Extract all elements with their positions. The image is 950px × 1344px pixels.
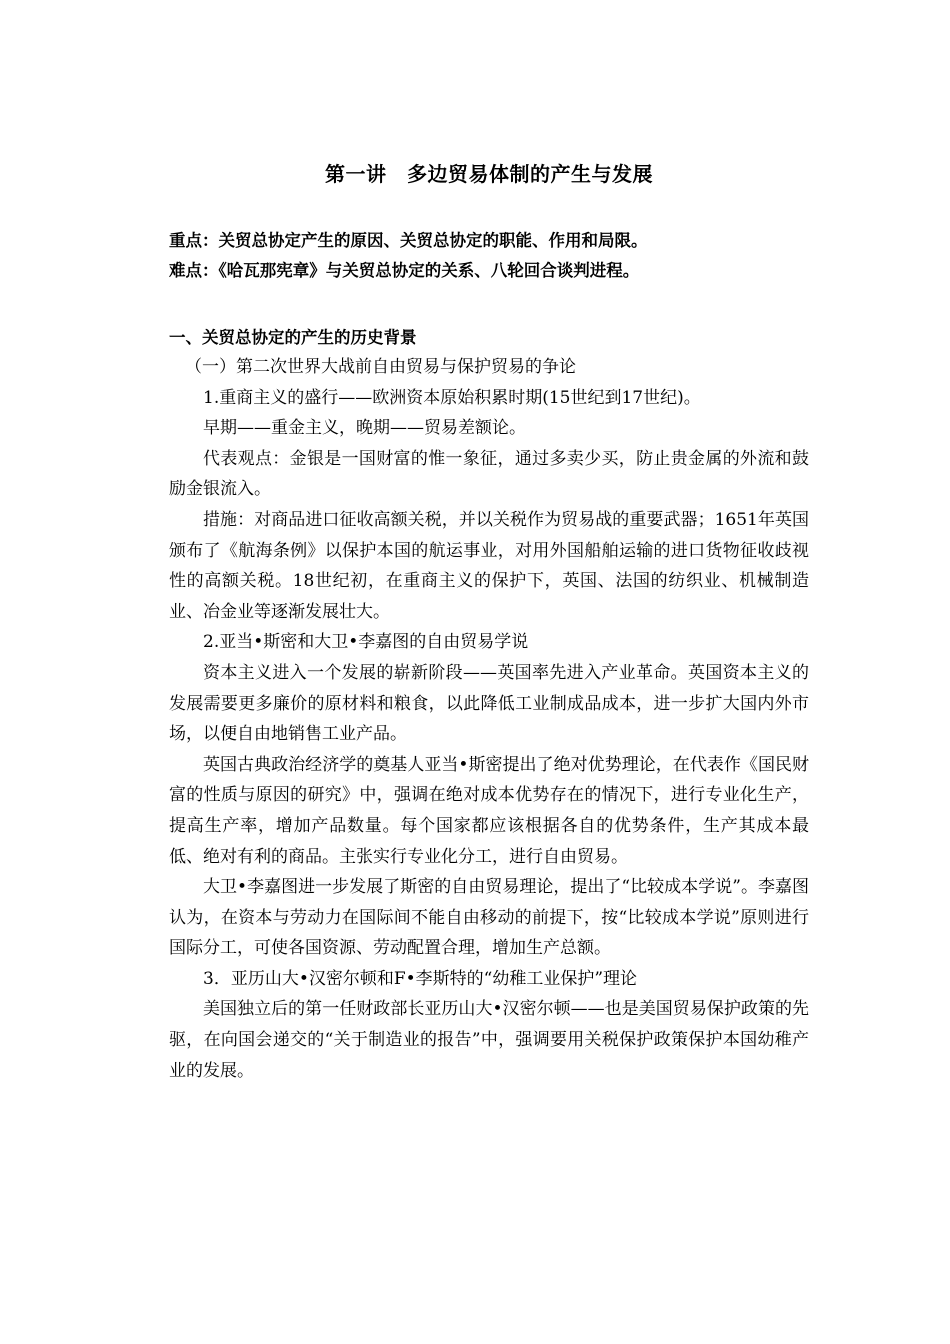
paragraph-measures: 措施：对商品进口征收高额关税，并以关税作为贸易战的重要武器；1651年英国颁布了《航海条例》以保护本国的航运事业，对用外国船舶运输的进口货物征收歧视性的高额关税。18世纪初，在重商主义的保护下，英国、法国的纺织业、机械制造业、冶金业等逐渐发展壮大。 [169, 509, 809, 622]
page-title: 第一讲 多边贸易体制的产生与发展 [325, 162, 653, 186]
document-page [169, 160, 809, 1086]
paragraph-hamilton: 美国独立后的第一任财政部长亚历山大•汉密尔顿——也是美国贸易保护政策的先驱，在向国会递交的“关于制造业的报告”中，强调要用关税保护政策保护本国幼稚产业的发展。 [169, 999, 809, 1081]
difficulty-points: 难点：《哈瓦那宪章》与关贸总协定的关系、八轮回合谈判进程。 [169, 261, 640, 280]
paragraph-mercantilism: 1.重商主义的盛行——欧洲资本原始积累时期(15世纪到17世纪)。 [203, 387, 701, 408]
section-heading: 一、关贸总协定的产生的历史背景 [169, 328, 417, 347]
paragraph-ricardo: 大卫•李嘉图进一步发展了斯密的自由贸易理论，提出了“比较成本学说”。李嘉图认为，在资本与劳动力在国际间不能自由移动的前提下，按“比较成本学说”原则进行国际分工，可使各国资源、劳动配置合理，增加生产总额。 [169, 877, 809, 959]
paragraph-viewpoint: 代表观点：金银是一国财富的惟一象征，通过多卖少买，防止贵金属的外流和鼓励金银流入。 [169, 448, 809, 500]
paragraph-smith: 英国古典政治经济学的奠基人亚当•斯密提出了绝对优势理论，在代表作《国民财富的性质与原因的研究》中，强调在绝对成本优势存在的情况下，进行专业化生产，提高生产率，增加产品数量。每个国家都应该根据各自的优势条件，生产其成本最低、绝对有利的商品。主张实行专业化分工，进行自由贸易。 [169, 754, 809, 867]
section-subheading: （一）第二次世界大战前自由贸易与保护贸易的争论 [185, 357, 576, 377]
paragraph-heading-smith-ricardo: 2.亚当•斯密和大卫•李嘉图的自由贸易学说 [203, 632, 529, 653]
paragraph-heading-hamilton-list: 3．亚历山大•汉密尔顿和F•李斯特的“幼稚工业保护”理论 [203, 968, 638, 989]
paragraph-early-late: 早期——重金主义，晚期——贸易差额论。 [203, 418, 526, 439]
focus-points: 重点：关贸总协定产生的原因、关贸总协定的职能、作用和局限。 [169, 231, 648, 250]
paragraph-industrial-revolution: 资本主义进入一个发展的崭新阶段——英国率先进入产业革命。英国资本主义的发展需要更多廉价的原材料和粮食，以此降低工业制成品成本，进一步扩大国内外市场，以便自由地销售工业产品。 [169, 662, 809, 745]
